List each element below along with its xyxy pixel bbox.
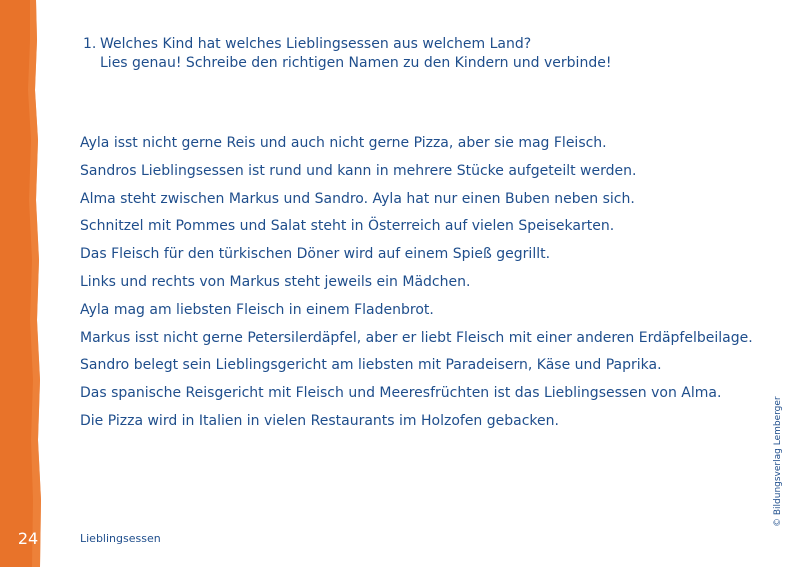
statement: Links und rechts von Markus steht jeweils ein Mädchen. (80, 273, 471, 290)
statement: Das Fleisch für den türkischen Döner wird auf einem Spieß gegrillt. (80, 246, 551, 263)
statement: Alma steht zwischen Markus und Sandro. Ayla hat nur einen Buben neben sich. (80, 190, 635, 207)
statement: Das spanische Reisgericht mit Fleisch und Meeresfrüchten ist das Lieblingsessen von Alma. (80, 385, 722, 402)
task-line-1: Welches Kind hat welches Lieblingsessen aus welchem Land? (100, 36, 532, 52)
orange-side-band (0, 0, 70, 567)
statement: Ayla mag am liebsten Fleisch in einem Fladenbrot. (80, 301, 434, 318)
statement: Sandro belegt sein Lieblingsgericht am liebsten mit Paradeisern, Käse und Paprika. (80, 357, 662, 374)
statement: Markus isst nicht gerne Petersilerdäpfel, aber er liebt Fleisch mit einer anderen Erdäpfelbeilage. (80, 329, 753, 346)
statement: Sandros Lieblingsessen ist rund und kann in mehrere Stücke aufgeteilt werden. (80, 162, 637, 179)
task-line-2: Lies genau! Schreibe den richtigen Namen zu den Kindern und verbinde! (100, 55, 612, 71)
statement: Schnitzel mit Pommes und Salat steht in Österreich auf vielen Speisekarten. (80, 218, 615, 235)
footer-title: Lieblingsessen (80, 532, 161, 545)
statement-list (80, 134, 753, 440)
statement: Die Pizza wird in Italien in vielen Restaurants im Holzofen gebacken. (80, 412, 559, 429)
copyright-notice: © Bildungsverlag Lemberger (773, 396, 783, 527)
page-number: 24 (17, 529, 39, 548)
statement: Ayla isst nicht gerne Reis und auch nicht gerne Pizza, aber sie mag Fleisch. (80, 135, 607, 151)
task-number: 1. (83, 36, 97, 52)
